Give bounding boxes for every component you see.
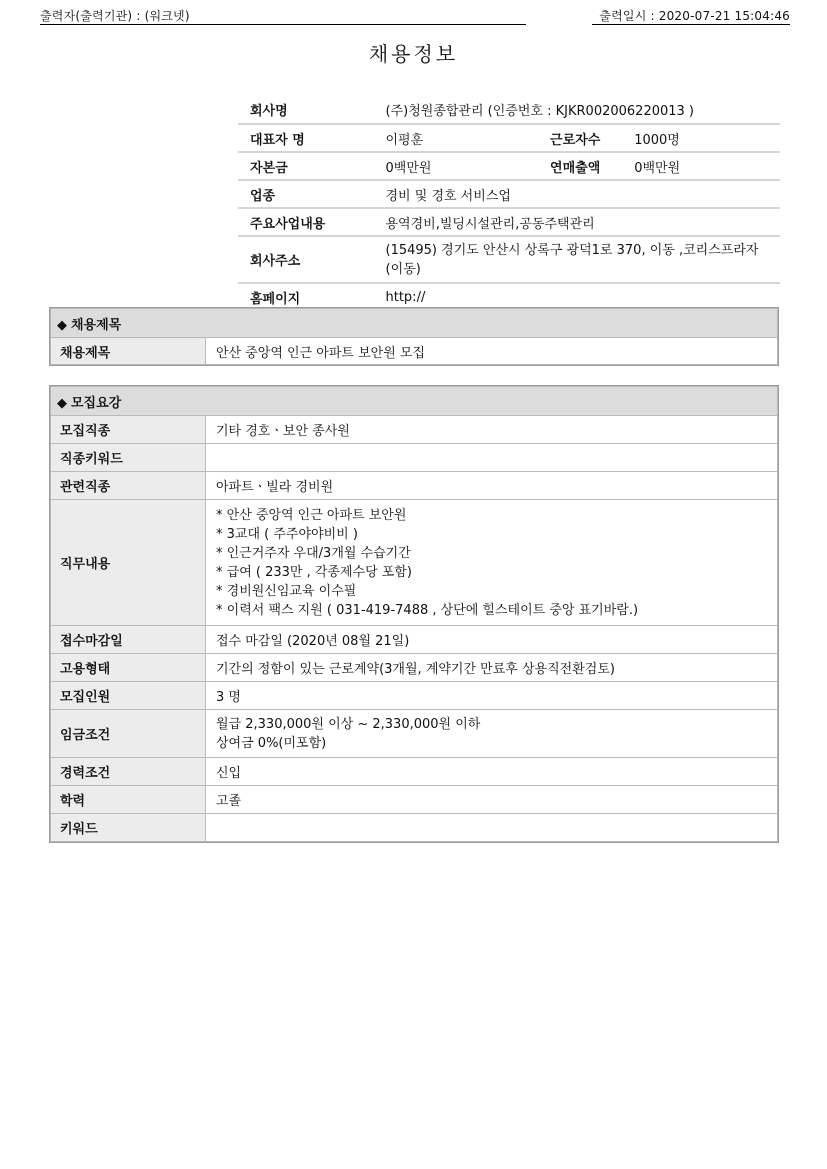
duties-line: * 급여 ( 233만 , 각종제수당 포함) bbox=[216, 564, 412, 580]
company-row-industry bbox=[238, 180, 780, 208]
education-label: 학력 bbox=[51, 786, 206, 814]
business-label: 주요사업내용 bbox=[238, 208, 374, 236]
ceo-value: 이평훈 bbox=[374, 124, 551, 152]
address-label: 회사주소 bbox=[238, 236, 374, 283]
section-header bbox=[51, 387, 778, 416]
duties-line: * 안산 중앙역 인근 아파트 보안원 bbox=[216, 507, 407, 523]
diamond-bullet-icon: ◆ bbox=[57, 317, 67, 333]
employment-row bbox=[51, 654, 778, 682]
career-label: 경력조건 bbox=[51, 758, 206, 786]
sales-label: 연매출액 bbox=[550, 152, 634, 180]
industry-value: 경비 및 경호 서비스업 bbox=[374, 180, 781, 208]
sales-value: 0백만원 bbox=[634, 152, 780, 180]
business-value: 용역경비,빌딩시설관리,공동주택관리 bbox=[374, 208, 781, 236]
deadline-value: 접수 마감일 (2020년 08월 21일) bbox=[206, 626, 778, 654]
education-row bbox=[51, 786, 778, 814]
bonus-line: 상여금 0%(미포함) bbox=[216, 735, 327, 751]
job-keyword-value bbox=[206, 444, 778, 472]
duties-label: 직무내용 bbox=[51, 500, 206, 626]
header-divider-right bbox=[592, 24, 790, 25]
header-divider-left bbox=[40, 24, 526, 25]
print-requester: 출력자(출력기관) : (워크넷) bbox=[40, 9, 190, 23]
company-row-name bbox=[238, 95, 780, 124]
career-value: 신입 bbox=[206, 758, 778, 786]
keyword-row bbox=[51, 814, 778, 842]
print-datetime: 출력일시 : 2020-07-21 15:04:46 bbox=[599, 9, 790, 23]
related-job-value: 아파트ㆍ빌라 경비원 bbox=[206, 472, 778, 500]
education-value: 고졸 bbox=[206, 786, 778, 814]
recruit-title-value: 안산 중앙역 인근 아파트 보안원 모집 bbox=[206, 338, 778, 365]
recruit-title-section bbox=[49, 307, 779, 366]
duties-line: * 인근거주자 우대/3개월 수습기간 bbox=[216, 545, 411, 561]
duties-value bbox=[206, 500, 778, 626]
company-name-value: (주)청원종합관리 (인증번호 : KJKR002006220013 ) bbox=[374, 95, 781, 124]
headcount-value: 3 명 bbox=[206, 682, 778, 710]
job-type-label: 모집직종 bbox=[51, 416, 206, 444]
homepage-label: 홈페이지 bbox=[250, 291, 301, 307]
employees-label: 근로자수 bbox=[550, 124, 634, 152]
employment-value: 기간의 정함이 있는 근로계약(3개월, 계약기간 만료후 상용직전환검토) bbox=[206, 654, 778, 682]
duties-line: * 3교대 ( 주주야야비비 ) bbox=[216, 526, 358, 542]
industry-label: 업종 bbox=[238, 180, 374, 208]
capital-label: 자본금 bbox=[238, 152, 374, 180]
company-row-address bbox=[238, 236, 780, 283]
employment-label: 고용형태 bbox=[51, 654, 206, 682]
wage-label: 임금조건 bbox=[51, 710, 206, 758]
career-row bbox=[51, 758, 778, 786]
employees-value: 1000명 bbox=[634, 124, 780, 152]
capital-value: 0백만원 bbox=[374, 152, 551, 180]
job-keyword-row bbox=[51, 444, 778, 472]
recruit-title-row bbox=[51, 338, 778, 365]
homepage-link[interactable]: http:// bbox=[385, 289, 426, 305]
diamond-bullet-icon: ◆ bbox=[57, 395, 67, 411]
recruit-title-label: 채용제목 bbox=[51, 338, 206, 365]
job-type-row bbox=[51, 416, 778, 444]
company-row-business bbox=[238, 208, 780, 236]
related-job-label: 관련직종 bbox=[51, 472, 206, 500]
keyword-label: 키워드 bbox=[51, 814, 206, 842]
company-row-ceo bbox=[238, 124, 780, 152]
keyword-value bbox=[206, 814, 778, 842]
wage-line: 월급 2,330,000원 이상 ~ 2,330,000원 이하 bbox=[216, 716, 481, 732]
company-info-table bbox=[238, 95, 780, 310]
requirements-section bbox=[49, 385, 779, 843]
company-row-homepage bbox=[238, 283, 780, 310]
deadline-row bbox=[51, 626, 778, 654]
wage-value bbox=[206, 710, 778, 758]
page-title: 채용정보 bbox=[368, 42, 459, 66]
company-row-capital bbox=[238, 152, 780, 180]
duties-line: * 경비원신임교육 이수필 bbox=[216, 583, 357, 599]
job-type-value: 기타 경호ㆍ보안 종사원 bbox=[206, 416, 778, 444]
job-keyword-label: 직종키워드 bbox=[51, 444, 206, 472]
duties-line: * 이력서 팩스 지원 ( 031-419-7488 , 상단에 힐스테이트 중앙 표기바람.) bbox=[216, 602, 639, 618]
headcount-row bbox=[51, 682, 778, 710]
related-job-row bbox=[51, 472, 778, 500]
deadline-label: 접수마감일 bbox=[51, 626, 206, 654]
address-value: (15495) 경기도 안산시 상록구 광덕1로 370, 이동 ,코리스프라자 (이동) bbox=[374, 236, 781, 283]
duties-row bbox=[51, 500, 778, 626]
ceo-label: 대표자 명 bbox=[238, 124, 374, 152]
company-name-label: 회사명 bbox=[238, 95, 374, 124]
section-heading: 모집요강 bbox=[71, 395, 122, 411]
wage-row bbox=[51, 710, 778, 758]
section-header bbox=[51, 309, 778, 338]
section-heading: 채용제목 bbox=[71, 317, 122, 333]
headcount-label: 모집인원 bbox=[51, 682, 206, 710]
